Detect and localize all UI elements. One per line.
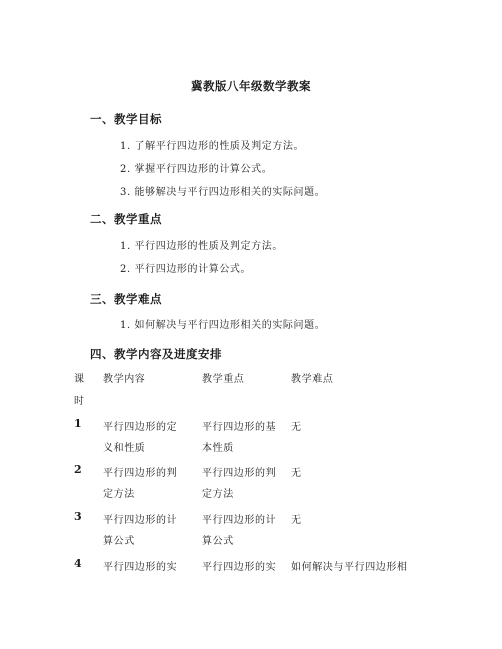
objective-item-1: 1. 了解平行四边形的性质及判定方法。 <box>120 141 305 152</box>
row-difficulty: 无 <box>291 422 302 433</box>
section-heading-schedule: 四、教学内容及进度安排 <box>90 347 222 361</box>
header-lesson-line2: 时 <box>74 396 85 407</box>
row-focus-line2: 本性质 <box>202 443 234 454</box>
row-content-line2: 义和性质 <box>103 443 146 454</box>
objective-item-3: 3. 能够解决与平行四边形相关的实际问题。 <box>120 187 326 198</box>
row-focus-line1: 平行四边形的判 <box>202 468 277 479</box>
row-focus-line1: 平行四边形的基 <box>202 422 277 433</box>
header-focus: 教学重点 <box>202 374 245 385</box>
row-difficulty: 无 <box>291 515 302 526</box>
section-heading-key-points: 二、教学重点 <box>90 212 162 226</box>
row-content-line2: 算公式 <box>103 536 135 547</box>
header-difficulty: 教学难点 <box>291 374 334 385</box>
row-content-line2: 定方法 <box>103 489 135 500</box>
objective-item-2: 2. 掌握平行四边形的计算公式。 <box>120 164 273 175</box>
row-content-line1: 平行四边形的判 <box>103 468 178 479</box>
row-focus-line2: 定方法 <box>202 489 234 500</box>
row-focus-line1: 平行四边形的实 <box>202 562 277 573</box>
row-content-line1: 平行四边形的定 <box>103 422 178 433</box>
row-content-line1: 平行四边形的实 <box>103 562 178 573</box>
key-point-item-1: 1. 平行四边形的性质及判定方法。 <box>120 241 283 252</box>
row-focus-line1: 平行四边形的计 <box>202 515 277 526</box>
header-lesson-line1: 课 <box>74 374 85 385</box>
row-number: 4 <box>74 557 82 570</box>
row-content-line1: 平行四边形的计 <box>103 515 178 526</box>
row-number: 3 <box>74 510 82 523</box>
header-content: 教学内容 <box>103 374 146 385</box>
row-difficulty: 如何解决与平行四边形相 <box>291 562 408 573</box>
section-heading-objectives: 一、教学目标 <box>90 112 162 126</box>
row-number: 2 <box>74 463 82 476</box>
row-difficulty: 无 <box>291 468 302 479</box>
section-heading-difficulties: 三、教学难点 <box>90 292 162 306</box>
difficulty-item-1: 1. 如何解决与平行四边形相关的实际问题。 <box>120 320 326 331</box>
key-point-item-2: 2. 平行四边形的计算公式。 <box>120 264 252 275</box>
row-number: 1 <box>74 417 82 430</box>
document-title: 冀教版八年级数学教案 <box>191 79 311 93</box>
row-focus-line2: 算公式 <box>202 536 234 547</box>
